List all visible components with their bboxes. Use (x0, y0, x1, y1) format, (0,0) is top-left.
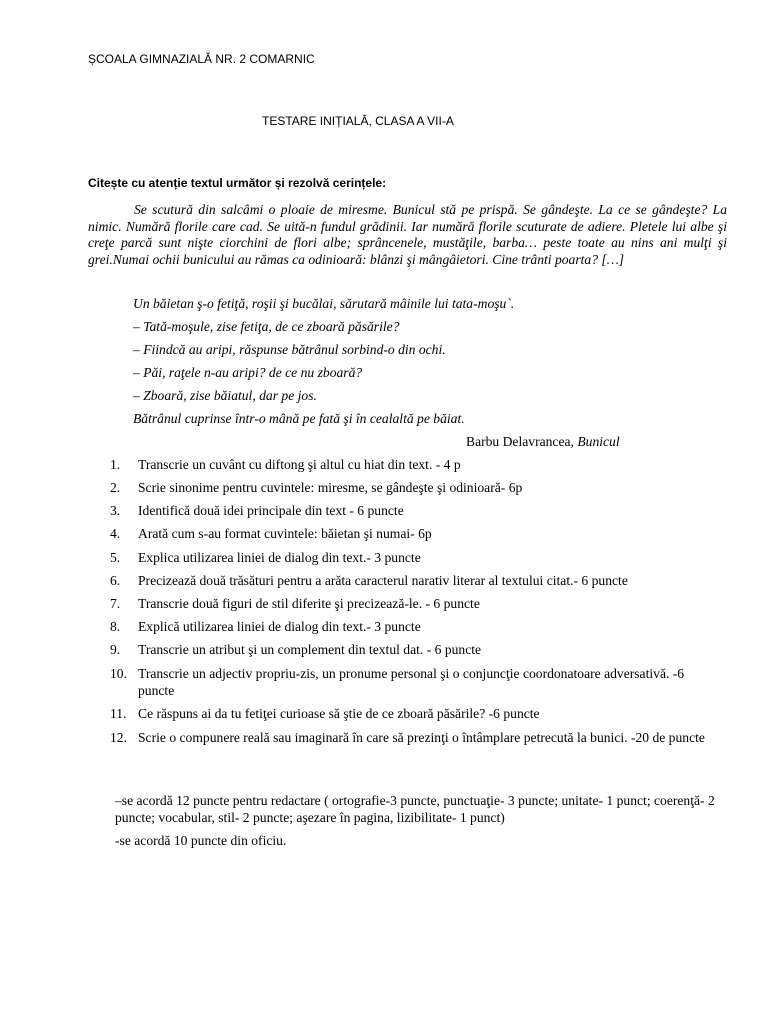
question-number: 1. (110, 457, 121, 472)
scoring-note: –se acordă 12 puncte pentru redactare ( ortografie-3 puncte, punctuaţie- 3 puncte; unitate- 1 punct; coerenţă- 2 puncte; vocabular, stil- 2 puncte; aşezare în pagina, lizibilitate- 1 punct) (115, 793, 715, 825)
test-title: TESTARE INIȚIALĂ, CLASA A VII-A (262, 114, 454, 128)
dialogue-line: – Fiindcă au aripi, răspunse bătrânul sorbind-o din ochi. (133, 342, 446, 357)
question-item (110, 666, 720, 699)
question-number: 11. (110, 706, 127, 721)
question-text: Transcrie un adjectiv propriu-zis, un pronume personal şi o conjuncţie coordonatoare adversativă. -6 puncte (138, 666, 685, 698)
author-name: Barbu Delavrancea, (466, 434, 574, 449)
author-credit (466, 434, 620, 450)
passage-line: Un băietan ş-o fetiţă, roşii şi bucălai, sărutară mâinile lui tata-moşu`. (133, 296, 515, 311)
question-item (110, 619, 720, 636)
dialogue-line: – Tată-moşule, zise fetiţa, de ce zboară păsările? (133, 319, 400, 334)
question-text: Explica utilizarea liniei de dialog din text.- 3 puncte (138, 550, 421, 565)
question-number: 8. (110, 619, 121, 634)
question-text: Transcrie un atribut şi un complement din textul dat. - 6 puncte (138, 642, 482, 657)
question-text: Identifică două idei principale din text - 6 puncte (138, 503, 404, 518)
question-item (110, 706, 720, 723)
reading-instruction: Citește cu atenție textul următor și rezolvă cerințele: (88, 176, 387, 190)
question-item (110, 730, 720, 747)
question-item (110, 503, 720, 520)
question-number: 4. (110, 526, 121, 541)
question-text: Transcrie un cuvânt cu diftong şi altul cu hiat din text. - 4 p (138, 457, 461, 472)
question-number: 3. (110, 503, 121, 518)
question-number: 5. (110, 550, 121, 565)
question-number: 10. (110, 666, 127, 681)
school-name: ȘCOALA GIMNAZIALĂ NR. 2 COMARNIC (88, 52, 315, 66)
question-text: Ce răspuns ai da tu fetiţei curioase să ştie de ce zboară păsările? -6 puncte (138, 706, 540, 721)
scoring-note: -se acordă 10 puncte din oficiu. (115, 833, 287, 848)
question-item (110, 457, 720, 474)
question-item (110, 526, 720, 543)
question-number: 7. (110, 596, 121, 611)
question-text: Explică utilizarea liniei de dialog din text.- 3 puncte (138, 619, 421, 634)
dialogue-line: – Zboară, zise băiatul, dar pe jos. (133, 388, 317, 403)
question-item (110, 573, 720, 590)
passage-line: Bătrânul cuprinse într-o mână pe fată şi în cealaltă pe băiat. (133, 411, 465, 426)
question-item (110, 596, 720, 613)
question-number: 6. (110, 573, 121, 588)
question-text: Scrie sinonime pentru cuvintele: miresme, se gândeşte şi odinioară- 6p (138, 480, 523, 495)
question-number: 2. (110, 480, 121, 495)
question-text: Arată cum s-au format cuvintele: băietan şi numai- 6p (138, 526, 432, 541)
question-number: 12. (110, 730, 127, 745)
question-text: Precizează două trăsături pentru a arăta caracterul narativ literar al textului citat.- 6 puncte (138, 573, 628, 588)
question-item (110, 642, 720, 659)
passage-paragraph: Se scutură din salcâmi o ploaie de miresme. Bunicul stă pe prispă. Se gândeşte. La ce se gândeşte? La nimic. Numără florile care cad. Se uită-n fundul grădinii. Iar numără florile scuturate de adiere. Pletele lui albe şi creţe parcă sunt nişte ciorchini de flori albe; sprâncenele, mustăţile, barba… peste toate au nins ani mulţi şi grei.Numai ochii bunicului au rămas ca odinioară: blânzi şi mângâietori. Cine trânti poarta? […] (88, 202, 727, 267)
question-text: Transcrie două figuri de stil diferite şi precizează-le. - 6 puncte (138, 596, 480, 611)
question-number: 9. (110, 642, 121, 657)
dialogue-line: – Păi, raţele n-au aripi? de ce nu zboară? (133, 365, 363, 380)
question-item (110, 550, 720, 567)
question-item (110, 480, 720, 497)
question-text: Scrie o compunere reală sau imaginară în care să prezinţi o întâmplare petrecută la bunici. -20 de puncte (138, 730, 705, 745)
work-title: Bunicul (577, 434, 620, 449)
